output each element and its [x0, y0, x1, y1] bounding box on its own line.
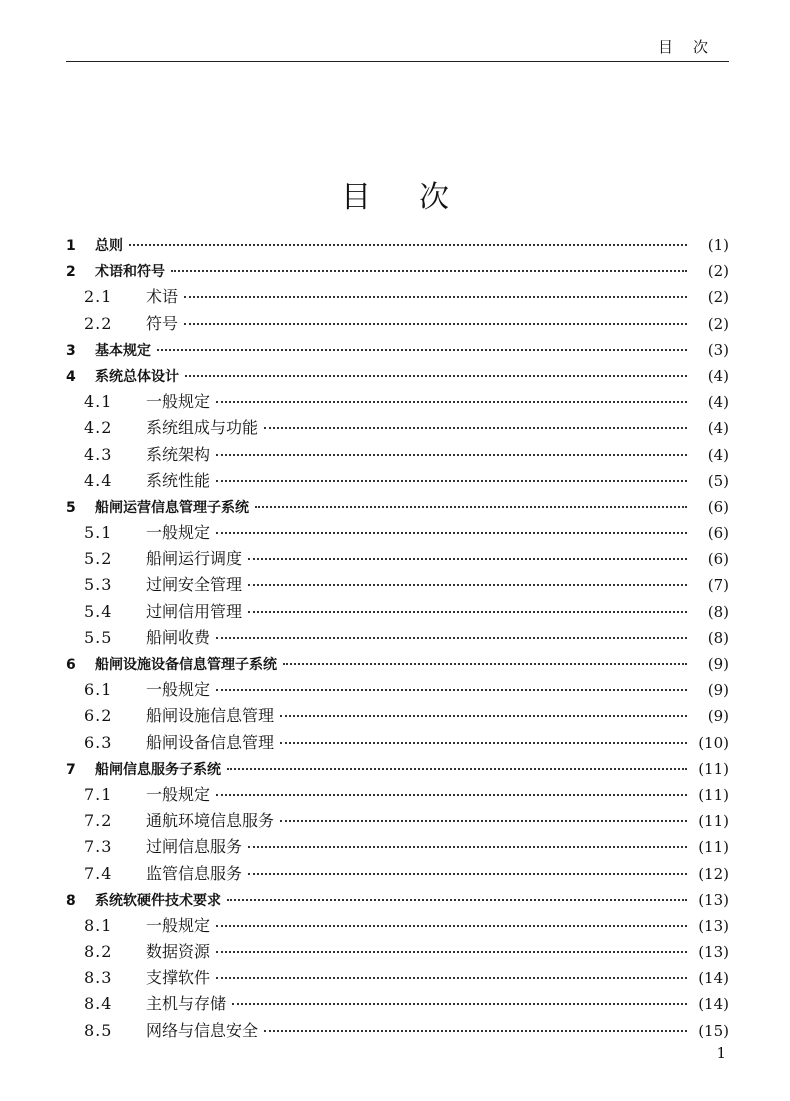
toc-chapter-entry[interactable]	[66, 887, 729, 913]
toc-entry-title: 一般规定	[146, 915, 211, 935]
toc-entry-number: 2.2	[84, 313, 113, 333]
dot-leader	[216, 689, 687, 691]
dot-leader	[227, 899, 687, 901]
toc-entry-number: 5.3	[84, 575, 113, 595]
toc-chapter-entry[interactable]	[66, 756, 729, 782]
dot-leader	[248, 846, 687, 848]
toc-entry-page: (6)	[707, 497, 729, 516]
toc-chapter-entry[interactable]	[66, 337, 729, 363]
toc-section-entry[interactable]	[66, 311, 729, 337]
toc-entry-number: 4.1	[84, 392, 113, 412]
toc-section-entry[interactable]	[66, 939, 729, 965]
toc-section-entry[interactable]	[66, 546, 729, 572]
toc-entry-title: 系统软硬件技术要求	[95, 892, 221, 909]
dot-leader	[216, 401, 687, 403]
toc-entry-page: (13)	[698, 916, 729, 935]
toc-section-entry[interactable]	[66, 284, 729, 310]
toc-entry-page: (4)	[707, 393, 729, 412]
toc-section-entry[interactable]	[66, 599, 729, 625]
toc-entry-number: 8.5	[84, 1020, 113, 1040]
dot-leader	[283, 663, 687, 665]
page-title: 目次	[341, 180, 497, 215]
toc-section-entry[interactable]	[66, 468, 729, 494]
toc-entry-page: (4)	[707, 445, 729, 464]
toc-entry-page: (10)	[698, 733, 729, 752]
toc-section-entry[interactable]	[66, 520, 729, 546]
running-head: 目次	[657, 38, 728, 56]
toc-entry-title: 一般规定	[146, 784, 211, 804]
toc-entry-title: 过闸信用管理	[146, 601, 243, 621]
dot-leader	[280, 742, 687, 744]
toc-entry-number: 5.5	[84, 627, 113, 647]
header-rule	[66, 61, 729, 62]
toc-entry-title: 船闸运行调度	[146, 549, 243, 569]
toc-entry-title: 系统总体设计	[95, 368, 179, 385]
toc-chapter-entry[interactable]	[66, 258, 729, 284]
toc-entry-title: 船闸收费	[146, 627, 211, 647]
toc-entry-number: 8.4	[84, 994, 113, 1014]
toc-section-entry[interactable]	[66, 913, 729, 939]
dot-leader	[157, 349, 687, 351]
toc-entry-page: (5)	[707, 471, 729, 490]
toc-section-entry[interactable]	[66, 703, 729, 729]
toc-entry-number: 2	[66, 264, 76, 281]
toc-entry-page: (9)	[707, 655, 729, 673]
toc-entry-title: 船闸设备信息管理	[146, 732, 275, 752]
dot-leader	[184, 296, 687, 298]
toc-entry-page: (12)	[698, 864, 729, 883]
toc-section-entry[interactable]	[66, 625, 729, 651]
toc-entry-title: 通航环境信息服务	[146, 811, 275, 831]
toc-section-entry[interactable]	[66, 808, 729, 834]
toc-entry-page: (14)	[698, 969, 729, 988]
toc-entry-page: (9)	[707, 681, 729, 700]
toc-entry-page: (11)	[698, 785, 729, 804]
toc-entry-title: 船闸设施设备信息管理子系统	[95, 657, 277, 673]
toc-entry-number: 8	[66, 892, 76, 909]
dot-leader	[248, 584, 687, 586]
toc-entry-number: 7.3	[84, 837, 113, 857]
toc-section-entry[interactable]	[66, 572, 729, 598]
toc-entry-number: 5.2	[84, 549, 113, 569]
toc-section-entry[interactable]	[66, 730, 729, 756]
toc-section-entry[interactable]	[66, 861, 729, 887]
toc-section-entry[interactable]	[66, 389, 729, 415]
toc-entry-title: 船闸信息服务子系统	[95, 761, 221, 778]
toc-entry-number: 7.2	[84, 811, 113, 831]
toc-entry-page: (13)	[698, 943, 729, 962]
toc-section-entry[interactable]	[66, 415, 729, 441]
toc-chapter-entry[interactable]	[66, 651, 729, 677]
toc-entry-number: 4.4	[84, 470, 113, 490]
toc-entry-page: (8)	[707, 628, 729, 647]
toc-entry-number: 6.1	[84, 680, 113, 700]
toc-section-entry[interactable]	[66, 834, 729, 860]
toc-section-entry[interactable]	[66, 965, 729, 991]
toc-entry-number: 2.1	[84, 287, 113, 307]
toc-entry-number: 5.1	[84, 523, 113, 543]
dot-leader	[216, 532, 687, 534]
toc-entry-number: 8.2	[84, 942, 113, 962]
toc-entry-page: (3)	[707, 340, 729, 359]
toc-entry-page: (7)	[707, 576, 729, 595]
toc-entry-page: (11)	[698, 759, 729, 778]
toc-entry-title: 基本规定	[95, 342, 151, 359]
toc-section-entry[interactable]	[66, 782, 729, 808]
toc-entry-page: (9)	[707, 707, 729, 726]
toc-chapter-entry[interactable]	[66, 232, 729, 258]
dot-leader	[232, 1003, 687, 1005]
toc-entry-title: 术语	[146, 287, 179, 307]
toc-entry-page: (11)	[698, 812, 729, 831]
toc-entry-title: 符号	[146, 313, 179, 333]
toc-entry-number: 6.2	[84, 706, 113, 726]
toc-entry-number: 5.4	[84, 601, 113, 621]
dot-leader	[216, 977, 687, 979]
toc-entry-title: 过闸信息服务	[146, 837, 243, 857]
toc-entry-page: (8)	[707, 602, 729, 621]
toc-entry-page: (14)	[698, 995, 729, 1014]
toc-entry-page: (2)	[707, 314, 729, 333]
toc-entry-number: 7	[66, 761, 76, 778]
toc-entry-title: 一般规定	[146, 680, 211, 700]
dot-leader	[216, 951, 687, 953]
toc-entry-number: 4.3	[84, 444, 113, 464]
toc-entry-number: 6.3	[84, 732, 113, 752]
toc-entry-title: 系统性能	[146, 470, 211, 490]
page-number: 1	[716, 1044, 726, 1062]
toc-entry-number: 8.1	[84, 915, 113, 935]
toc-entry-title: 总则	[95, 238, 123, 254]
toc-entry-page: (11)	[698, 838, 729, 857]
toc-entry-page: (4)	[707, 419, 729, 438]
dot-leader	[227, 768, 687, 770]
dot-leader	[264, 1030, 687, 1032]
dot-leader	[184, 323, 687, 325]
toc-entry-title: 一般规定	[146, 392, 211, 412]
dot-leader	[248, 611, 687, 613]
dot-leader	[216, 480, 687, 482]
dot-leader	[216, 637, 687, 639]
dot-leader	[280, 820, 687, 822]
toc-entry-title: 过闸安全管理	[146, 575, 243, 595]
dot-leader	[248, 873, 687, 875]
dot-leader	[185, 375, 687, 377]
toc-entry-number: 6	[66, 657, 76, 673]
toc-section-entry[interactable]	[66, 991, 729, 1017]
toc-section-entry[interactable]	[66, 677, 729, 703]
toc-entry-title: 系统组成与功能	[146, 418, 259, 438]
toc-entry-number: 5	[66, 499, 76, 516]
toc-chapter-entry[interactable]	[66, 363, 729, 389]
toc-entry-number: 8.3	[84, 968, 113, 988]
dot-leader	[129, 244, 687, 246]
toc-entry-title: 支撑软件	[146, 968, 211, 988]
toc-entry-page: (15)	[698, 1021, 729, 1040]
toc-chapter-entry[interactable]	[66, 494, 729, 520]
toc-entry-title: 一般规定	[146, 523, 211, 543]
toc-entry-title: 网络与信息安全	[146, 1020, 259, 1040]
toc-entry-page: (6)	[707, 524, 729, 543]
dot-leader	[248, 558, 687, 560]
dot-leader	[171, 270, 687, 272]
dot-leader	[216, 794, 687, 796]
toc-entry-title: 数据资源	[146, 942, 211, 962]
table-of-contents	[66, 232, 729, 1044]
toc-section-entry[interactable]	[66, 442, 729, 468]
dot-leader	[216, 454, 687, 456]
toc-entry-title: 主机与存储	[146, 994, 227, 1014]
toc-entry-title: 船闸设施信息管理	[146, 706, 275, 726]
toc-entry-number: 7.1	[84, 784, 113, 804]
toc-entry-title: 系统架构	[146, 444, 211, 464]
toc-section-entry[interactable]	[66, 1018, 729, 1044]
dot-leader	[216, 925, 687, 927]
dot-leader	[264, 427, 687, 429]
toc-entry-page: (13)	[698, 890, 729, 909]
toc-entry-number: 4.2	[84, 418, 113, 438]
toc-entry-page: (6)	[707, 550, 729, 569]
toc-entry-title: 船闸运营信息管理子系统	[95, 499, 249, 516]
toc-entry-title: 监管信息服务	[146, 863, 243, 883]
toc-entry-page: (1)	[707, 236, 729, 254]
dot-leader	[255, 506, 687, 508]
toc-entry-number: 3	[66, 342, 76, 359]
dot-leader	[280, 715, 687, 717]
toc-entry-number: 1	[66, 238, 76, 254]
toc-entry-page: (2)	[707, 262, 729, 281]
toc-entry-number: 7.4	[84, 863, 113, 883]
toc-entry-page: (4)	[707, 366, 729, 385]
toc-entry-page: (2)	[707, 288, 729, 307]
toc-entry-title: 术语和符号	[95, 264, 165, 281]
toc-entry-number: 4	[66, 368, 76, 385]
